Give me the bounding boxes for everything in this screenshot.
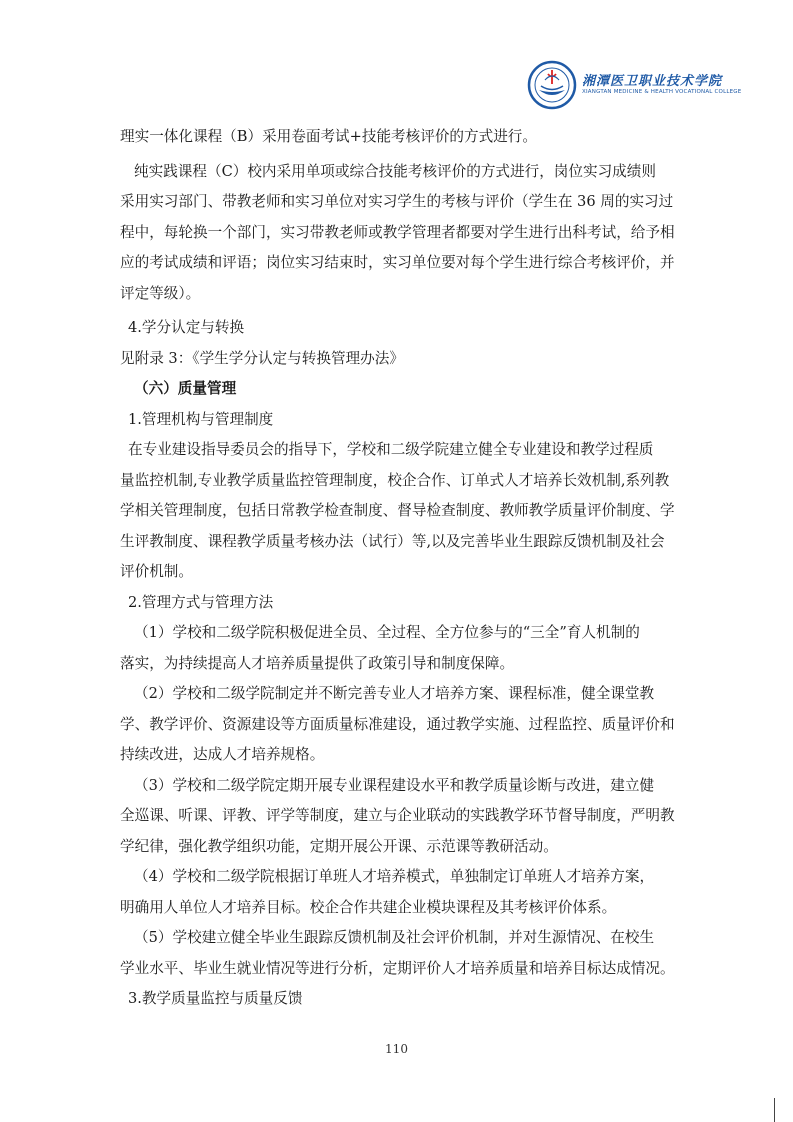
text-line: 落实，为持续提高人才培养质量提供了政策引导和制度保障。 bbox=[120, 654, 515, 672]
page-number: 110 bbox=[385, 1042, 408, 1056]
text-line: 应的考试成绩和评语；岗位实习结束时，实习单位要对每个学生进行综合考核评价，并 bbox=[120, 254, 675, 271]
text-line: 程中，每轮换一个部门，实习带教老师或教学管理者都要对学生进行出科考试，给予相 bbox=[120, 223, 675, 241]
page-edge-divider bbox=[774, 1098, 775, 1122]
text-line: 学相关管理制度，包括日常教学检查制度、督导检查制度、教师教学质量评价制度、学 bbox=[120, 502, 675, 519]
text-line: （1）学校和二级学院积极促进全员、全过程、全方位参与的“三全”育人机制的 bbox=[134, 624, 640, 641]
section-heading: 1.管理机构与管理制度 bbox=[128, 410, 274, 428]
text-line: （5）学校建立健全毕业生跟踪反馈机制及社会评价机制，并对生源情况、在校生 bbox=[134, 929, 655, 946]
section-heading: 3.教学质量监控与质量反馈 bbox=[128, 990, 303, 1007]
text-line: 持续改进，达成人才培养规格。 bbox=[120, 746, 325, 763]
text-line: 评定等级）。 bbox=[120, 284, 201, 302]
text-line: 生评教制度、课程教学质量考核办法（试行）等,以及完善毕业生跟踪反馈机制及社会 bbox=[120, 532, 665, 550]
text-line: 采用实习部门、带教老师和实习单位对实习学生的考核与评价（学生在 36 周的实习过 bbox=[120, 193, 674, 210]
text-line: 学纪律，强化教学组织功能，定期开展公开课、示范课等教研活动。 bbox=[120, 837, 558, 855]
text-line: （4）学校和二级学院根据订单班人才培养模式，单独制定订单班人才培养方案， bbox=[134, 868, 655, 885]
text-line: 明确用人单位人才培养目标。校企合作共建企业模块课程及其考核评价体系。 bbox=[120, 898, 617, 916]
text-line: 评价机制。 bbox=[120, 563, 193, 580]
document-body bbox=[120, 122, 692, 1015]
text-line: 量监控机制,专业教学质量监控管理制度，校企合作、订单式人才培养长效机制,系列教 bbox=[120, 471, 670, 489]
text-line: （2）学校和二级学院制定并不断完善专业人才培养方案、课程标准，健全课堂教 bbox=[134, 685, 655, 702]
school-name-english: XIANGTAN MEDICINE & HEALTH VOCATIONAL COLLEGE bbox=[582, 89, 742, 95]
section-title: （六）质量管理 bbox=[134, 380, 237, 397]
text-line: 理实一体化课程（B）采用卷面考试+技能考核评价的方式进行。 bbox=[120, 128, 537, 145]
text-line: 纯实践课程（C）校内采用单项或综合技能考核评价的方式进行，岗位实习成绩则 bbox=[134, 162, 656, 180]
text-line: 全巡课、听课、评教、评学等制度，建立与企业联动的实践教学环节督导制度，严明教 bbox=[120, 807, 675, 824]
text-line: 学、教学评价、资源建设等方面质量标准建设，通过教学实施、过程监控、质量评价和 bbox=[120, 715, 675, 733]
text-line: （3）学校和二级学院定期开展专业课程建设水平和教学质量诊断与改进，建立健 bbox=[134, 776, 655, 794]
school-emblem-icon bbox=[527, 60, 577, 110]
text-line: 在专业建设指导委员会的指导下，学校和二级学院建立健全专业建设和教学过程质 bbox=[128, 441, 654, 458]
text-line: 见附录 3：《学生学分认定与转换管理办法》 bbox=[120, 349, 404, 367]
school-logo bbox=[527, 58, 742, 114]
school-name: 湘潭医卫职业技术学院 bbox=[582, 74, 723, 89]
section-heading: 2.管理方式与管理方法 bbox=[128, 593, 274, 611]
section-heading: 4.学分认定与转换 bbox=[128, 319, 245, 336]
text-line: 学业水平、毕业生就业情况等进行分析，定期评价人才培养质量和培养目标达成情况。 bbox=[120, 959, 675, 977]
